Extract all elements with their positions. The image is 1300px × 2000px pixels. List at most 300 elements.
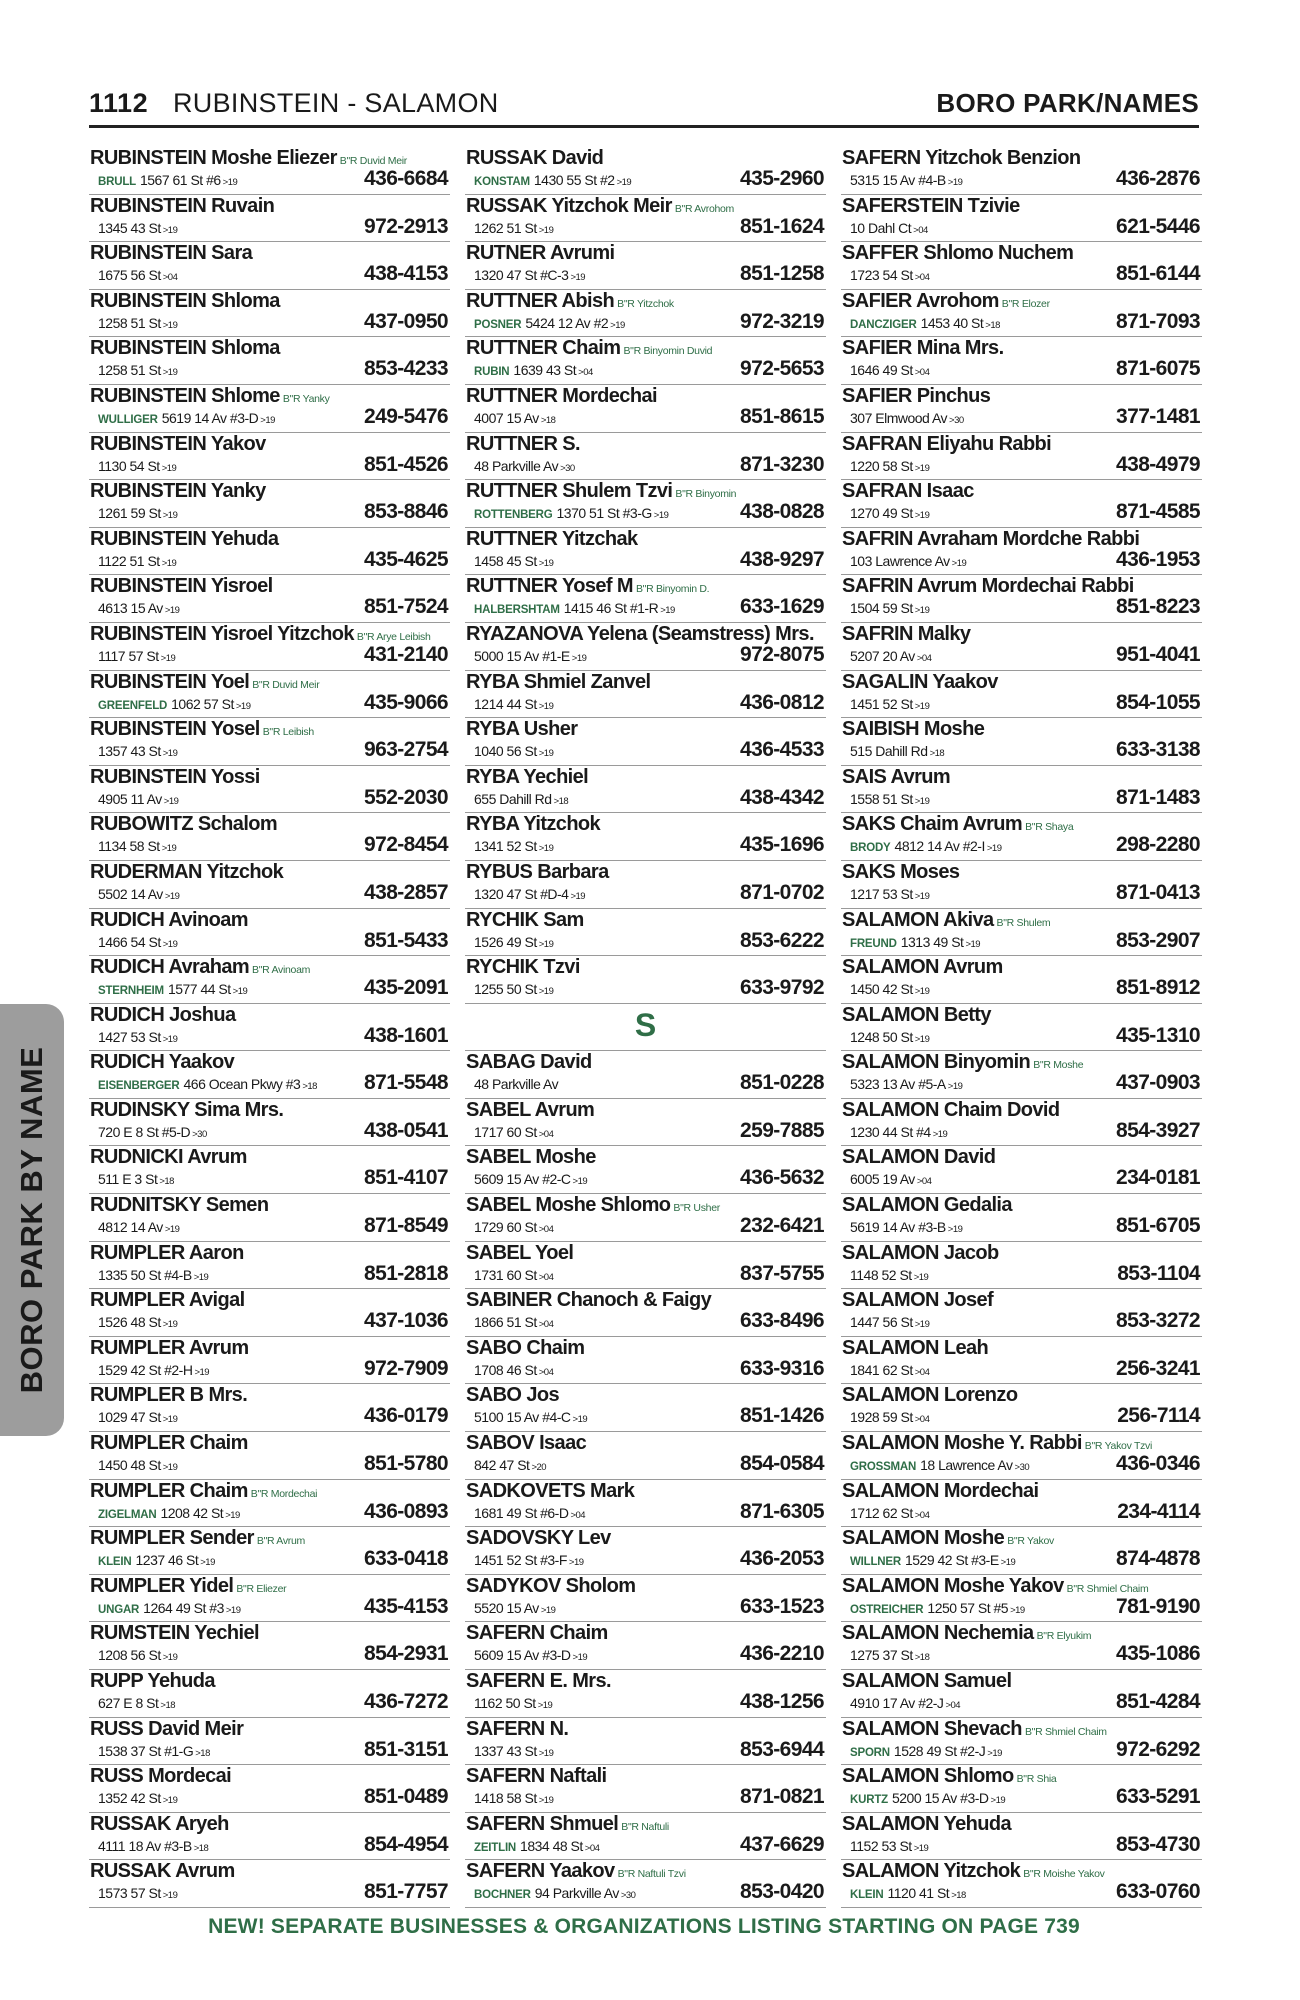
entry-phone[interactable]: 851-4107 <box>364 1166 448 1190</box>
entry-area-code: >19 <box>914 890 930 902</box>
listing-entry <box>89 1289 450 1337</box>
entry-address-line <box>98 410 275 426</box>
listing-entry <box>89 1718 450 1766</box>
entry-phone[interactable]: 435-4625 <box>364 547 448 571</box>
entry-phone[interactable]: 633-9316 <box>740 1356 824 1380</box>
entry-address: 1214 44 St <box>474 695 537 712</box>
entry-name: SAKS Chaim Avrum <box>842 813 1023 836</box>
entry-name-line <box>842 718 984 741</box>
footer-notice: NEW! SEPARATE BUSINESSES & ORGANIZATIONS LISTING STARTING ON PAGE 739 <box>208 1915 1080 1938</box>
entry-phone[interactable]: 871-8549 <box>364 1214 448 1238</box>
listing-entry <box>841 1575 1202 1623</box>
entry-family-name: WULLIGER <box>98 413 158 426</box>
entry-name-line <box>90 1527 305 1550</box>
entry-phone[interactable]: 552-2030 <box>364 785 448 809</box>
entry-phone[interactable]: 871-5548 <box>364 1071 448 1095</box>
entry-name: SALAMON Josef <box>842 1289 994 1312</box>
entry-address-line <box>850 362 929 378</box>
entry-name: RUTTNER Chaim <box>466 337 621 360</box>
entry-phone[interactable]: 851-5780 <box>364 1452 448 1476</box>
entry-address: 1646 49 St <box>850 362 913 379</box>
entry-phone[interactable]: 438-4153 <box>364 262 448 286</box>
entry-area-code: >19 <box>538 224 554 236</box>
entry-name: RUTTNER Yitzchak <box>466 527 638 550</box>
entry-name: SABINER Chanoch & Faigy <box>466 1289 712 1312</box>
entry-phone[interactable]: 972-6292 <box>1116 1737 1200 1761</box>
listing-entry <box>465 1051 826 1099</box>
entry-address-line <box>98 1409 177 1425</box>
entry-name-line <box>466 1099 594 1122</box>
entry-address: 1134 58 St <box>98 838 160 855</box>
entry-address: 1538 37 St #1-G <box>98 1742 194 1759</box>
entry-phone[interactable]: 436-2053 <box>740 1547 824 1571</box>
entry-family-name: KLEIN <box>850 1889 884 1902</box>
entry-name: SAFERN Yitzchok Benzion <box>842 147 1081 169</box>
entry-phone[interactable]: 851-2818 <box>364 1261 448 1285</box>
entry-phone[interactable]: 871-0702 <box>740 880 824 904</box>
entry-address-line <box>850 1124 947 1140</box>
entry-area-code: >19 <box>914 462 930 474</box>
entry-address: 1062 57 St <box>171 695 234 712</box>
entry-phone[interactable]: 436-0893 <box>364 1499 448 1523</box>
entry-family-name: KLEIN <box>98 1556 132 1569</box>
entry-area-code: >30 <box>192 1128 207 1140</box>
entry-father-name: B"R Usher <box>673 1202 720 1215</box>
entry-phone[interactable]: 972-3219 <box>740 309 824 333</box>
entry-area-code: >19 <box>914 700 930 712</box>
entry-phone[interactable]: 436-0812 <box>740 690 824 714</box>
entry-phone[interactable]: 871-6075 <box>1116 357 1200 381</box>
entry-phone[interactable]: 781-9190 <box>1116 1594 1200 1618</box>
entry-name-line <box>466 480 736 503</box>
entry-phone[interactable]: 854-2931 <box>364 1642 448 1666</box>
entry-phone[interactable]: 853-4233 <box>364 357 448 381</box>
entry-phone[interactable]: 874-4878 <box>1116 1547 1200 1571</box>
entry-phone[interactable]: 851-0228 <box>740 1071 824 1095</box>
entry-name-line <box>466 1289 711 1312</box>
listing-entry <box>465 1146 826 1194</box>
entry-phone[interactable]: 633-1523 <box>740 1594 824 1618</box>
entry-address: 1117 57 St <box>98 647 159 664</box>
entry-name: RUBINSTEIN Yehuda <box>90 527 279 550</box>
entry-address-line <box>98 1314 177 1330</box>
entry-address: 1320 47 St #D-4 <box>474 885 569 902</box>
listing-entry <box>841 480 1202 528</box>
entry-address: 1029 47 St <box>98 1409 161 1426</box>
entry-address-line <box>474 362 593 378</box>
entry-name-line <box>90 671 319 694</box>
entry-phone[interactable]: 871-7093 <box>1116 309 1200 333</box>
listing-entry <box>841 671 1202 719</box>
listing-entry <box>89 1622 450 1670</box>
entry-area-code: >18 <box>302 1081 317 1093</box>
entry-area-code: >18 <box>195 1747 210 1759</box>
entry-phone[interactable]: 851-4526 <box>364 452 448 476</box>
entry-name-line <box>466 861 609 884</box>
entry-address-line <box>98 791 178 807</box>
entry-phone[interactable]: 437-6629 <box>740 1832 824 1856</box>
entry-family-name: STERNHEIM <box>98 985 164 998</box>
entry-area-code: >18 <box>160 1700 176 1711</box>
listing-entry <box>465 195 826 243</box>
entry-phone[interactable]: 853-8846 <box>364 500 448 524</box>
entry-phone[interactable]: 436-4533 <box>740 738 824 762</box>
entry-name: SABO Chaim <box>466 1336 585 1359</box>
entry-address-line <box>98 1457 177 1473</box>
listing-entry <box>89 1670 450 1718</box>
entry-phone[interactable]: 435-2960 <box>740 167 824 190</box>
entry-name-line <box>466 1718 568 1741</box>
entry-phone[interactable]: 436-5632 <box>740 1166 824 1190</box>
entry-address-line <box>474 1267 553 1283</box>
entry-family-name: DANCZIGER <box>850 318 917 331</box>
entry-name: SAFRAN Eliyahu Rabbi <box>842 432 1052 455</box>
entry-phone[interactable]: 377-1481 <box>1116 404 1200 428</box>
entry-phone[interactable]: 438-0828 <box>740 500 824 524</box>
entry-father-name: B"R Avrohom <box>674 202 735 215</box>
entry-area-code: >30 <box>949 414 964 426</box>
listing-entry <box>841 1765 1202 1813</box>
entry-name: RUBINSTEIN Shloma <box>90 289 280 312</box>
entry-phone[interactable]: 435-1310 <box>1116 1023 1200 1047</box>
entry-phone[interactable]: 871-4585 <box>1116 500 1200 524</box>
entry-address: 1217 53 St <box>850 885 913 902</box>
entry-name: RUMPLER Aaron <box>90 1241 244 1264</box>
entry-name: SAGALIN Yaakov <box>842 670 998 693</box>
entry-phone[interactable]: 851-6705 <box>1116 1214 1200 1238</box>
listing-entry <box>465 718 826 766</box>
entry-phone[interactable]: 851-8223 <box>1116 595 1200 619</box>
entry-address-line <box>850 1171 931 1187</box>
entry-phone[interactable]: 853-4730 <box>1116 1832 1200 1856</box>
entry-phone[interactable]: 435-9066 <box>364 690 448 714</box>
entry-address-line <box>850 410 964 426</box>
entry-phone[interactable]: 438-0541 <box>364 1118 448 1142</box>
entry-area-code: >19 <box>616 177 632 188</box>
entry-area-code: >19 <box>1010 1604 1025 1616</box>
entry-phone[interactable]: 633-5291 <box>1116 1785 1200 1809</box>
entry-name-line <box>842 242 1073 265</box>
entry-phone[interactable]: 438-4342 <box>740 785 824 809</box>
entry-phone[interactable]: 436-2210 <box>740 1642 824 1666</box>
entry-phone[interactable]: 854-0584 <box>740 1452 824 1476</box>
entry-phone[interactable]: 633-8496 <box>740 1309 824 1333</box>
entry-name-line <box>90 385 330 408</box>
entry-name: RUBINSTEIN Yossi <box>90 765 260 788</box>
entry-address: 1230 44 St #4 <box>850 1123 931 1140</box>
entry-phone[interactable]: 436-6684 <box>364 167 448 190</box>
entry-phone[interactable]: 851-8912 <box>1116 976 1200 1000</box>
entry-phone[interactable]: 438-2857 <box>364 880 448 904</box>
entry-phone[interactable]: 436-0179 <box>364 1404 448 1428</box>
entry-phone[interactable]: 431-2140 <box>364 642 448 666</box>
entry-name-line <box>842 1194 1012 1217</box>
entry-address-line <box>98 1124 207 1140</box>
entry-phone[interactable]: 871-6305 <box>740 1499 824 1523</box>
entry-name: RYBA Usher <box>466 718 578 741</box>
entry-phone[interactable]: 298-2280 <box>1116 833 1200 857</box>
entry-phone[interactable]: 854-4954 <box>364 1832 448 1856</box>
entry-area-code: >19 <box>222 177 238 188</box>
entry-phone[interactable]: 853-3272 <box>1116 1309 1200 1333</box>
listing-entry <box>841 813 1202 861</box>
entry-name-line <box>842 1384 1017 1407</box>
entry-phone[interactable]: 853-1104 <box>1117 1261 1200 1285</box>
entry-phone[interactable]: 435-4153 <box>364 1594 448 1618</box>
entry-name: SAFERN Naftali <box>466 1765 607 1788</box>
side-index-tab-label: BORO PARK BY NAME <box>14 1046 49 1394</box>
entry-address-line <box>850 1409 929 1425</box>
entry-phone[interactable]: 436-7272 <box>364 1690 448 1713</box>
entry-name: RUDICH Avraham <box>90 956 250 979</box>
entry-name: RUBINSTEIN Ruvain <box>90 194 275 217</box>
entry-address: 1451 52 St <box>850 695 913 712</box>
entry-phone[interactable]: 633-1629 <box>740 595 824 619</box>
entry-phone[interactable]: 436-1953 <box>1116 547 1200 571</box>
entry-phone[interactable]: 972-8454 <box>364 833 448 857</box>
entry-area-code: >18 <box>929 748 945 760</box>
entry-address: 1450 48 St <box>98 1457 161 1474</box>
entry-phone[interactable]: 436-0346 <box>1116 1452 1200 1476</box>
entry-phone[interactable]: 853-2907 <box>1116 928 1200 952</box>
entry-address: 1558 51 St <box>850 790 913 807</box>
entry-phone[interactable]: 435-1696 <box>740 833 824 857</box>
entry-name-line <box>842 1765 1056 1788</box>
entry-address-line <box>850 553 966 569</box>
entry-phone[interactable]: 851-7524 <box>364 595 448 619</box>
entry-phone[interactable]: 972-8075 <box>740 642 824 666</box>
entry-phone[interactable]: 851-3151 <box>364 1737 448 1761</box>
entry-name-line <box>842 909 1050 932</box>
entry-name-line <box>466 575 709 598</box>
listing-entry <box>89 861 450 909</box>
entry-area-code: >19 <box>162 748 178 760</box>
entry-phone[interactable]: 633-3138 <box>1116 738 1200 762</box>
entry-name: RUMPLER Avrum <box>90 1336 249 1359</box>
entry-father-name: B"R Shaya <box>1025 821 1074 834</box>
entry-address: 5520 15 Av <box>474 1599 539 1616</box>
entry-name: RUBOWITZ Schalom <box>90 813 278 836</box>
entry-area-code: >04 <box>538 1319 554 1331</box>
listing-entry <box>841 1622 1202 1670</box>
entry-phone[interactable]: 436-2876 <box>1116 167 1200 190</box>
entry-area-code: >19 <box>538 986 554 998</box>
entry-phone[interactable]: 853-0420 <box>740 1880 824 1904</box>
entry-address-line <box>850 1029 929 1045</box>
entry-father-name: B"R Moishe Yakov <box>1023 1868 1105 1881</box>
entry-address: 1418 58 St <box>474 1790 537 1807</box>
entry-name: SAFIER Pinchus <box>842 384 991 407</box>
entry-name: SAFERN Shmuel <box>466 1812 619 1835</box>
entry-family-name: EISENBERGER <box>98 1080 180 1093</box>
entry-phone[interactable]: 851-1624 <box>740 214 824 238</box>
entry-area-code: >18 <box>985 319 1000 331</box>
entry-phone[interactable]: 621-5446 <box>1116 214 1200 238</box>
entry-address-line <box>98 743 177 759</box>
entry-phone[interactable]: 851-7757 <box>364 1880 448 1904</box>
entry-address: 1337 43 St <box>474 1742 537 1759</box>
entry-address: 1430 55 St #2 <box>533 172 615 188</box>
entry-name-line <box>842 1480 1038 1503</box>
entry-area-code: >20 <box>531 1462 547 1474</box>
entry-phone[interactable]: 871-1483 <box>1116 785 1200 809</box>
entry-phone[interactable]: 438-4979 <box>1116 452 1200 476</box>
listing-entry <box>465 242 826 290</box>
entry-name-line <box>466 528 638 551</box>
entry-father-name: B"R Naftuli <box>621 1820 669 1833</box>
entry-phone[interactable]: 854-3927 <box>1116 1118 1200 1142</box>
listing-entry <box>89 956 450 1004</box>
entry-area-code: >19 <box>570 890 586 902</box>
entry-area-code: >19 <box>232 986 248 998</box>
entry-phone[interactable]: 854-1055 <box>1116 690 1200 714</box>
entry-phone[interactable]: 435-2091 <box>364 976 448 1000</box>
entry-phone[interactable]: 972-2913 <box>364 214 448 238</box>
entry-name: RUBINSTEIN Yisroel <box>90 575 273 598</box>
entry-phone[interactable]: 853-6944 <box>740 1737 824 1761</box>
listing-entry <box>841 385 1202 433</box>
entry-address: 1237 46 St <box>135 1552 199 1569</box>
entry-phone[interactable]: 837-5755 <box>740 1261 824 1285</box>
entry-phone[interactable]: 851-0489 <box>364 1785 448 1809</box>
entry-phone[interactable]: 633-0760 <box>1116 1880 1200 1904</box>
entry-name: SAFIER Mina Mrs. <box>842 337 1004 360</box>
listing-entry <box>465 1194 826 1242</box>
entry-phone[interactable]: 437-0950 <box>364 309 448 333</box>
entry-name: RYCHIK Sam <box>466 908 584 931</box>
entry-area-code: >19 <box>947 177 963 188</box>
entry-name: RUSSAK David <box>466 147 604 169</box>
entry-phone[interactable]: 438-1256 <box>740 1690 824 1713</box>
entry-address: 1120 41 St <box>887 1885 950 1902</box>
entry-phone[interactable]: 963-2754 <box>364 738 448 762</box>
entry-name: SADKOVETS Mark <box>466 1479 635 1502</box>
entry-phone[interactable]: 851-1426 <box>740 1404 824 1428</box>
entry-area-code: >19 <box>913 1842 929 1854</box>
entry-name-line <box>842 1860 1105 1883</box>
entry-phone[interactable]: 437-1036 <box>364 1309 448 1333</box>
entry-address-line <box>474 1743 553 1759</box>
entry-phone[interactable]: 871-0413 <box>1116 880 1200 904</box>
entry-address-line <box>98 838 176 854</box>
entry-address-line <box>474 1076 558 1092</box>
entry-name-line <box>842 1337 988 1360</box>
entry-phone[interactable]: 871-0821 <box>740 1785 824 1809</box>
entry-area-code: >19 <box>161 843 177 855</box>
entry-area-code: >19 <box>572 1652 588 1664</box>
side-index-tab[interactable] <box>0 1004 64 1436</box>
listing-entry <box>89 909 450 957</box>
entry-name-line <box>90 766 260 789</box>
listing-entry <box>89 528 450 576</box>
entry-area-code: >19 <box>161 462 177 474</box>
entry-address: 1639 43 St <box>513 362 577 379</box>
entry-phone[interactable]: 234-4114 <box>1117 1499 1200 1523</box>
listing-entry <box>465 1384 826 1432</box>
entry-area-code: >19 <box>572 1176 588 1188</box>
entry-address-line <box>850 743 944 759</box>
entry-address-line <box>850 696 929 712</box>
entry-phone[interactable]: 437-0903 <box>1116 1071 1200 1095</box>
entry-area-code: >19 <box>913 1271 929 1283</box>
entry-address-line <box>98 1790 177 1806</box>
entry-phone[interactable]: 435-1086 <box>1116 1642 1200 1666</box>
entry-name: RYBA Yechiel <box>466 765 589 788</box>
entry-name: SAFRAN Isaac <box>842 480 974 503</box>
entry-address-line <box>850 267 929 283</box>
section-title: BORO PARK/NAMES <box>936 88 1199 118</box>
entry-name: SALAMON Avrum <box>842 956 1003 979</box>
listing-entry <box>465 909 826 957</box>
entry-name-line <box>466 337 712 360</box>
entry-name: RUDICH Avinoam <box>90 908 248 931</box>
entry-area-code: >19 <box>162 1890 178 1902</box>
entry-address-line <box>850 600 929 616</box>
entry-phone[interactable]: 871-3230 <box>740 452 824 476</box>
entry-phone[interactable]: 256-7114 <box>1117 1404 1200 1428</box>
listing-column-1 <box>89 147 450 1908</box>
entry-phone[interactable]: 853-6222 <box>740 928 824 952</box>
entry-name-line <box>466 766 588 789</box>
entry-name: RUSS Mordecai <box>90 1765 232 1788</box>
entry-phone[interactable]: 249-5476 <box>364 404 448 428</box>
entry-phone[interactable]: 851-1258 <box>740 262 824 286</box>
entry-phone[interactable]: 259-7885 <box>740 1118 824 1142</box>
entry-name-line <box>842 1289 993 1312</box>
entry-address-line <box>850 505 929 521</box>
entry-phone[interactable]: 256-3241 <box>1116 1356 1200 1380</box>
entry-phone[interactable]: 851-8615 <box>740 404 824 428</box>
entry-address: 5207 20 Av <box>850 647 915 664</box>
listing-entry <box>841 1670 1202 1718</box>
entry-address-line <box>850 1743 1002 1759</box>
entry-address-line <box>850 1552 1015 1568</box>
entry-address: 18 Lawrence Av <box>920 1457 1013 1474</box>
listing-entry <box>89 480 450 528</box>
entry-name-line <box>466 1432 586 1455</box>
entry-address-line <box>474 553 553 569</box>
listing-entry <box>465 1289 826 1337</box>
entry-phone[interactable]: 972-7909 <box>364 1356 448 1380</box>
entry-phone[interactable]: 232-6421 <box>740 1214 824 1238</box>
entry-phone[interactable]: 851-4284 <box>1116 1690 1200 1713</box>
entry-area-code: >19 <box>947 1224 963 1236</box>
entry-phone[interactable]: 633-0418 <box>364 1547 448 1571</box>
entry-address-line <box>850 1457 1029 1473</box>
entry-phone[interactable]: 972-5653 <box>740 357 824 381</box>
entry-father-name: B"R Elyukim <box>1036 1630 1092 1643</box>
entry-phone[interactable]: 851-5433 <box>364 928 448 952</box>
listing-entry <box>841 1384 1202 1432</box>
entry-address-line <box>850 981 929 997</box>
entry-father-name: B"R Binyomin Duvid <box>623 345 713 358</box>
entry-name-line <box>90 575 273 598</box>
entry-phone[interactable]: 951-4041 <box>1116 642 1200 666</box>
entry-name: SALAMON Leah <box>842 1336 989 1359</box>
entry-area-code: >04 <box>914 367 930 379</box>
entry-name-line <box>466 290 674 313</box>
entry-phone[interactable]: 851-6144 <box>1116 262 1200 286</box>
listing-entry <box>89 1051 450 1099</box>
entry-phone[interactable]: 234-0181 <box>1116 1166 1200 1190</box>
entry-phone[interactable]: 633-9792 <box>740 976 824 1000</box>
entry-name: SAIBISH Moshe <box>842 718 985 741</box>
listing-entry <box>465 1432 826 1480</box>
entry-phone[interactable]: 438-1601 <box>364 1023 448 1047</box>
entry-father-name: B"R Shulem <box>996 916 1051 929</box>
entry-address-line <box>474 458 575 474</box>
entry-phone[interactable]: 438-9297 <box>740 547 824 571</box>
